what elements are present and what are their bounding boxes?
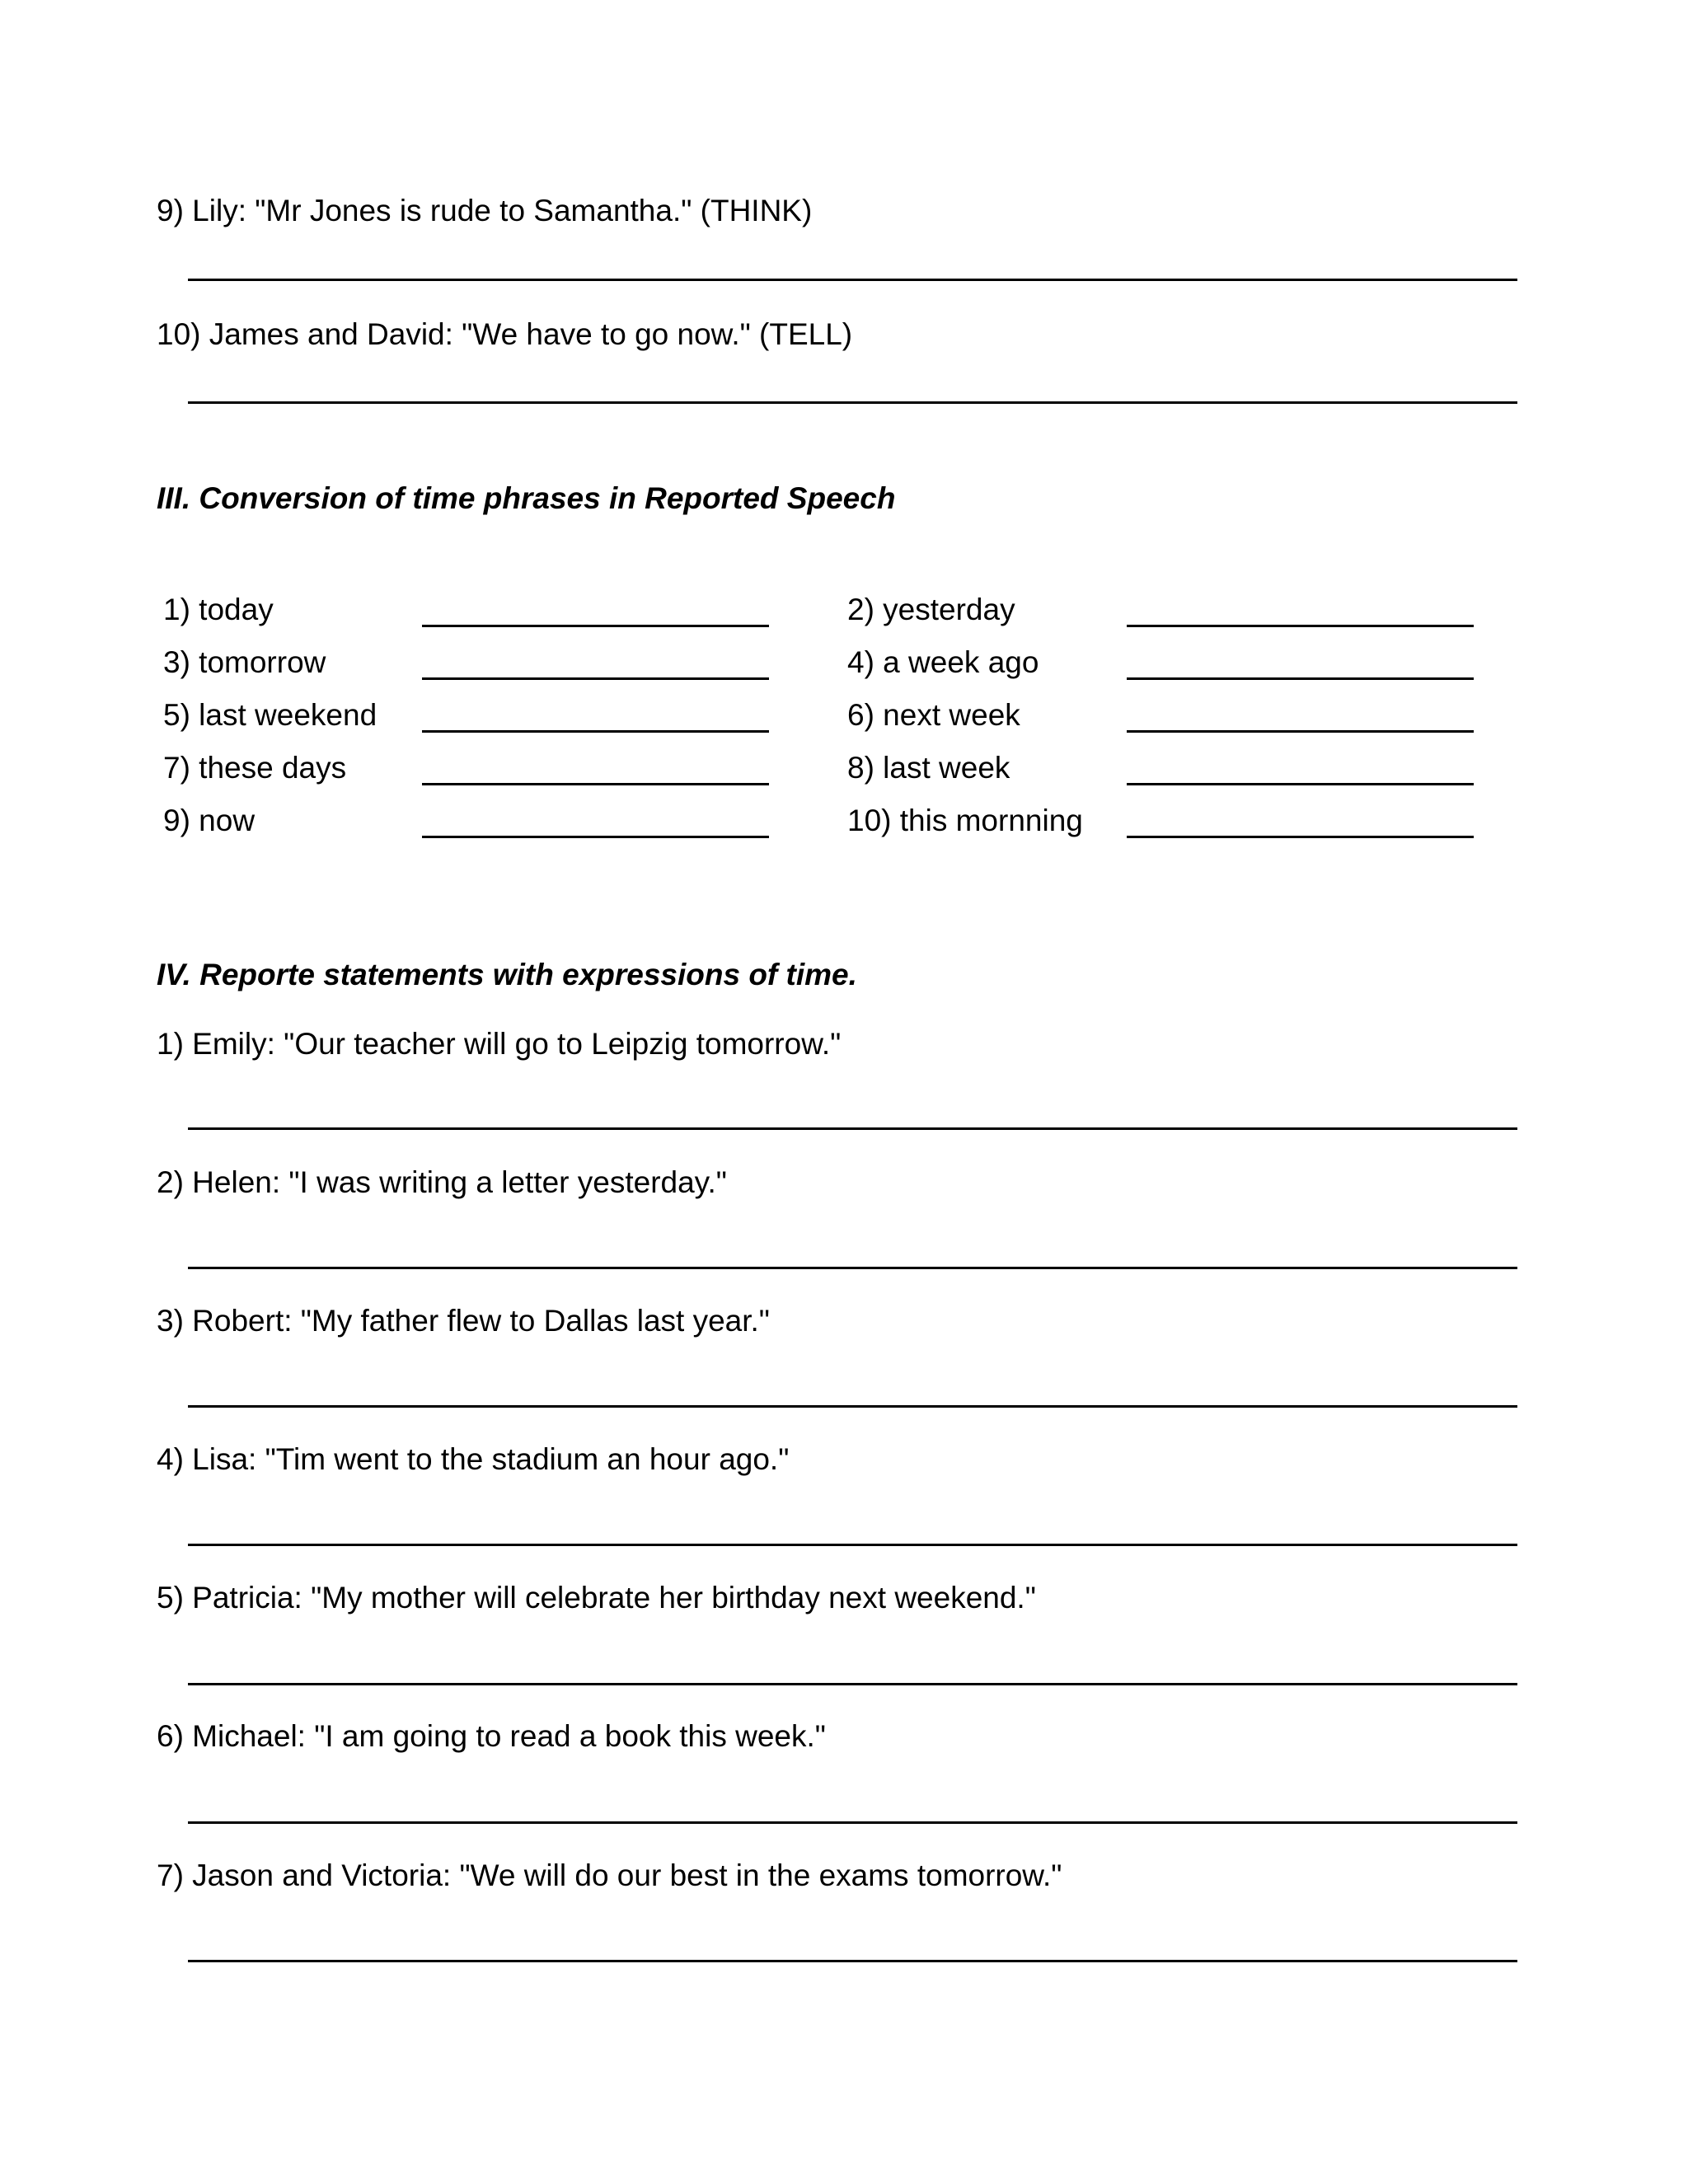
exercise-item: 4) Lisa: "Tim went to the stadium an hour ago." — [157, 1442, 790, 1476]
exercise-item: 10) James and David: "We have to go now." (TELL) — [157, 317, 853, 351]
time-phrase: 3) tomorrow — [163, 645, 326, 679]
time-phrase: 8) last week — [847, 751, 1010, 785]
time-phrase: 5) last weekend — [163, 698, 377, 732]
time-phrase: 2) yesterday — [847, 593, 1015, 626]
answer-line[interactable] — [422, 836, 769, 838]
answer-line[interactable] — [188, 279, 1517, 281]
answer-line[interactable] — [188, 1544, 1517, 1546]
exercise-item: 3) Robert: "My father flew to Dallas last year." — [157, 1304, 770, 1338]
exercise-item: 5) Patricia: "My mother will celebrate her birthday next weekend." — [157, 1581, 1036, 1615]
answer-line[interactable] — [1127, 783, 1474, 785]
time-phrase: 10) this mornning — [847, 804, 1083, 837]
answer-line[interactable] — [422, 625, 769, 627]
answer-line[interactable] — [1127, 730, 1474, 733]
time-phrase: 7) these days — [163, 751, 347, 785]
answer-line[interactable] — [188, 1683, 1517, 1685]
exercise-item: 2) Helen: "I was writing a letter yesterday." — [157, 1165, 727, 1199]
answer-line[interactable] — [188, 1127, 1517, 1130]
exercise-item: 1) Emily: "Our teacher will go to Leipzig tomorrow." — [157, 1027, 842, 1061]
exercise-item: 9) Lily: "Mr Jones is rude to Samantha." (THINK) — [157, 194, 813, 227]
answer-line[interactable] — [188, 1960, 1517, 1962]
answer-line[interactable] — [188, 1405, 1517, 1408]
answer-line[interactable] — [1127, 677, 1474, 680]
time-phrase: 1) today — [163, 593, 274, 626]
exercise-item: 7) Jason and Victoria: "We will do our best in the exams tomorrow." — [157, 1858, 1062, 1892]
time-phrase: 6) next week — [847, 698, 1020, 732]
answer-line[interactable] — [422, 730, 769, 733]
answer-line[interactable] — [188, 1821, 1517, 1824]
answer-line[interactable] — [188, 401, 1517, 404]
answer-line[interactable] — [1127, 625, 1474, 627]
time-phrase: 4) a week ago — [847, 645, 1039, 679]
exercise-item: 6) Michael: "I am going to read a book this week." — [157, 1719, 826, 1753]
answer-line[interactable] — [188, 1267, 1517, 1269]
answer-line[interactable] — [422, 783, 769, 785]
section-heading: IV. Reporte statements with expressions of time. — [157, 958, 857, 991]
section-heading: III. Conversion of time phrases in Reported Speech — [157, 481, 896, 515]
answer-line[interactable] — [1127, 836, 1474, 838]
time-phrase: 9) now — [163, 804, 256, 837]
answer-line[interactable] — [422, 677, 769, 680]
